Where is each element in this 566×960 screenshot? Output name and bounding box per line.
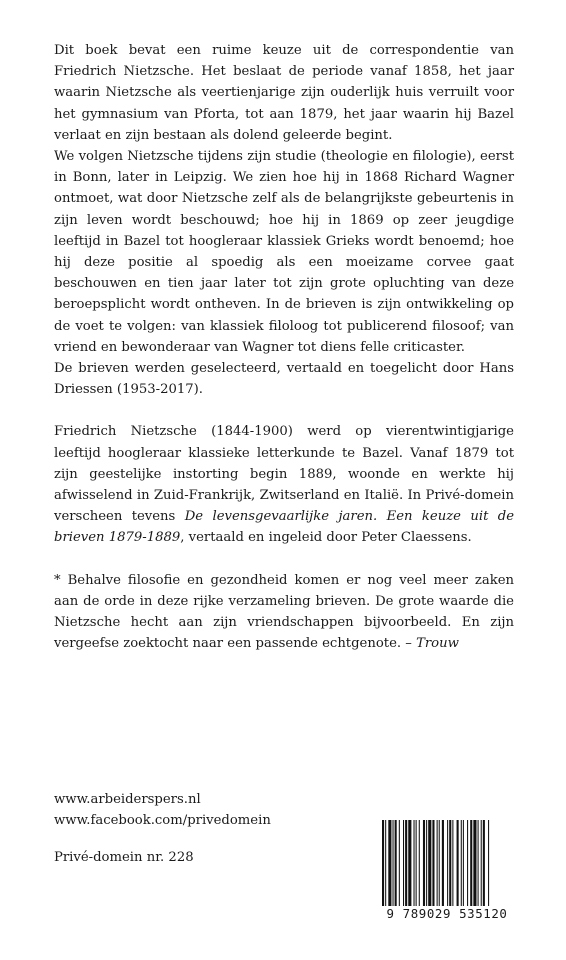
barcode-bar [481,820,482,906]
barcode-bar [419,820,420,906]
barcode-bar [457,820,459,906]
related-book-title: De levensgevaarlijke jaren. Een keuze uit de brieven 1879-1889 [54,509,515,546]
barcode-bar [439,820,440,906]
quote-source: Trouw [416,636,459,652]
barcode-bar [488,820,489,906]
barcode-bar [442,820,444,906]
barcode-bar [399,820,400,906]
barcode-bar [408,820,411,906]
barcode-bar [470,820,472,906]
barcode-bar [437,820,438,906]
barcode-bar [423,820,425,906]
barcode-bar [403,820,404,906]
barcode-bar [452,820,453,906]
publisher-url[interactable]: www.arbeiderspers.nl [54,792,201,807]
barcode-bar [463,820,464,906]
barcode-bar [405,820,407,906]
barcode-icon [378,818,516,908]
blurb-paragraph-intro: Dit boek bevat een ruime keuze uit de correspondentie van Friedrich Nietzsche. Het beslaat de periode vanaf 1858, het jaar waarin Nietzsche als veertienjarige zijn ouderlijk huis verruilt voor het gymnasium van Pforta, tot aan 1879, het jaar waarin hij Bazel verlaat en zijn bestaan als dolend geleerde begint. [54,43,514,143]
barcode-bar [426,820,427,906]
barcode-bar [461,820,462,906]
blurb-paragraph-life: We volgen Nietzsche tijdens zijn studie (theologie en filologie), eerst in Bonn, later in Leipzig. We zien hoe hij in 1868 Richard Wagner ontmoet, wat door Nietzsche zelf als de belangrijkste gebeurtenis in zijn leven wordt beschouwd; hoe hij in 1869 op zeer jeugdige leeftijd in Bazel tot hoogleraar klassiek Grieks wordt benoemd; hoe hij deze positie al spoedig als een moeizame corvee gaat beschouwen en tien jaar later tot zijn grote opluchting van deze beroepsplicht wordt ontheven. In de brieven is zijn ontwikkeling op de voet te volgen: van klassiek filoloog tot publicerend filosoof; van vriend en bewonderaar van Wagner tot diens felle criticaster. [54,149,514,355]
facebook-url[interactable]: www.facebook.com/privedomein [54,813,271,828]
barcode-bar [393,820,394,906]
barcode-bar [447,820,448,906]
series-number: Privé-domein nr. 228 [54,850,194,865]
press-quote: * Behalve filosofie en gezondheid komen er nog veel meer zaken aan de orde in deze rijke verzameling brieven. De grote waarde die Nietzsche hecht aan zijn vriendschappen bijvoorbeeld. En zijn vergeefse zoektocht naar een passende echtgenote. – Trouw [54,572,514,652]
barcode-bar [467,820,468,906]
barcode-bar [388,820,391,906]
blurb-paragraph-translator: De brieven werden geselecteerd, vertaald en toegelicht door Hans Driessen (1953-2017). [54,361,514,398]
barcode-bar [473,820,476,906]
barcode-bar [432,820,434,906]
isbn-number: 9 789029 535120 [378,906,516,922]
barcode-bar [478,820,479,906]
author-bio: Friedrich Nietzsche (1844-1900) werd op vierentwintigjarige leeftijd hoogleraar klassieke letterkunde te Bazel. Vanaf 1879 tot zijn geestelijke instorting begin 1889, woonde en werkte hij afwisselend in Zuid-Frankrijk, Zwitserland en Italië. In Privé-domein verscheen tevens De levensgevaarlijke jaren. Een keuze uit de brieven 1879-1889, vertaald en ingeleid door Peter Claessens. [54,424,515,546]
barcode-bar [395,820,397,906]
blurb-text [54,40,514,654]
barcode-bar [385,820,386,906]
publisher-footer [54,789,271,868]
barcode-bar [449,820,451,906]
barcode-bar [414,820,415,906]
barcode-bar [483,820,485,906]
barcode-bar [382,820,384,906]
barcode-bar [428,820,431,906]
barcode-bar [416,820,417,906]
